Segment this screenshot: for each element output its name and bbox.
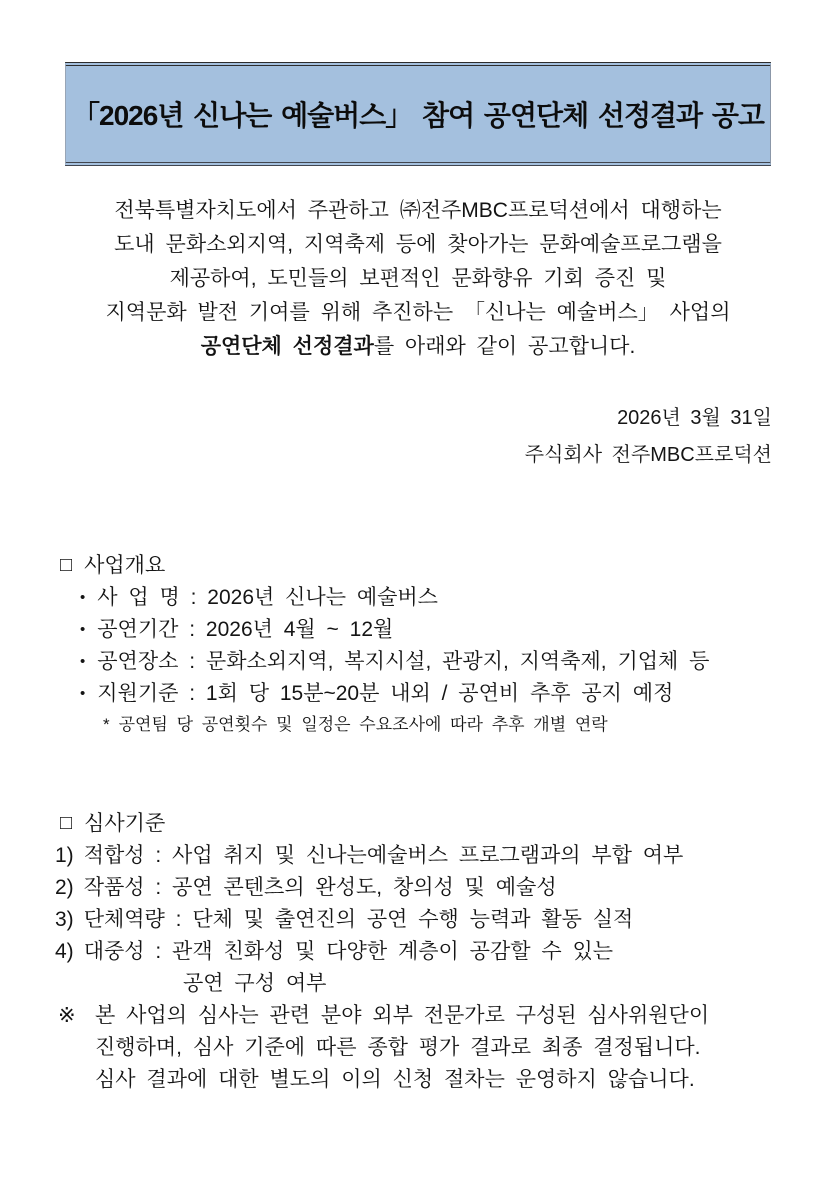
section-criteria bbox=[0, 808, 835, 1096]
overview-item-text: 공연기간 : 2026년 4월 ~ 12월 bbox=[97, 618, 394, 641]
bullet-icon: • bbox=[80, 589, 86, 606]
item-number: 3) bbox=[55, 908, 74, 931]
footnote-line: 본 사업의 심사는 관련 분야 외부 전문가로 구성된 심사위원단이 bbox=[95, 1004, 710, 1027]
overview-item-project-name bbox=[60, 582, 835, 614]
overview-item-text: 지원기준 : 1회 당 15분~20분 내외 / 공연비 추후 공지 예정 bbox=[97, 682, 674, 705]
reference-mark-icon: ※ bbox=[58, 1004, 76, 1027]
intro-line: 전북특별자치도에서 주관하고 ㈜전주MBC프로덕션에서 대행하는 bbox=[114, 199, 722, 222]
square-marker-icon: □ bbox=[60, 554, 73, 576]
overview-item-venue bbox=[60, 646, 835, 678]
square-marker-icon: □ bbox=[60, 812, 73, 834]
criteria-title-label: 심사기준 bbox=[84, 812, 166, 835]
asterisk-icon: * bbox=[103, 715, 110, 734]
criteria-item-text: 작품성 : 공연 콘텐츠의 완성도, 창의성 및 예술성 bbox=[83, 876, 557, 899]
intro-line: 도내 문화소외지역, 지역축제 등에 찾아가는 문화예술프로그램을 bbox=[114, 233, 722, 256]
title-banner bbox=[65, 62, 771, 166]
overview-item-support bbox=[60, 678, 835, 710]
criteria-item-4 bbox=[0, 936, 835, 968]
criteria-section-title bbox=[0, 808, 835, 840]
footnote-line: 진행하며, 심사 기준에 따른 종합 평가 결과로 최종 결정됩니다. bbox=[95, 1036, 701, 1059]
item-number: 2) bbox=[55, 876, 74, 899]
organization-name: 주식회사 전주MBC프로덕션 bbox=[524, 444, 772, 466]
intro-rest-text: 를 아래와 같이 공고합니다. bbox=[373, 335, 636, 358]
bullet-icon: • bbox=[80, 653, 86, 670]
item-number: 1) bbox=[55, 844, 74, 867]
intro-paragraph bbox=[65, 194, 771, 364]
intro-bold-text: 공연단체 선정결과 bbox=[200, 335, 374, 358]
overview-note bbox=[60, 710, 835, 740]
overview-item-text: 공연장소 : 문화소외지역, 복지시설, 관광지, 지역축제, 기업체 등 bbox=[97, 650, 710, 673]
intro-line: 제공하여, 도민들의 보편적인 문화향유 기회 증진 및 bbox=[169, 267, 667, 290]
section-overview bbox=[0, 550, 835, 740]
criteria-item-text: 적합성 : 사업 취지 및 신나는예술버스 프로그램과의 부합 여부 bbox=[83, 844, 684, 867]
overview-section-title bbox=[60, 550, 835, 582]
overview-title-label: 사업개요 bbox=[84, 554, 166, 577]
page-title: 「2026년 신나는 예술버스」 참여 공연단체 선정결과 공고 bbox=[72, 100, 764, 131]
intro-line: 지역문화 발전 기여를 위해 추진하는 「신나는 예술버스」 사업의 bbox=[105, 301, 731, 324]
criteria-item-text: 단체역량 : 단체 및 출연진의 공연 수행 능력과 활동 실적 bbox=[83, 908, 634, 931]
date-block bbox=[0, 400, 772, 474]
criteria-item-3 bbox=[0, 904, 835, 936]
item-number: 4) bbox=[55, 940, 74, 963]
footnote-line: 심사 결과에 대한 별도의 이의 신청 절차는 운영하지 않습니다. bbox=[95, 1068, 695, 1091]
criteria-footnote bbox=[0, 1000, 835, 1096]
intro-line-last bbox=[65, 330, 771, 364]
bullet-icon: • bbox=[80, 621, 86, 638]
criteria-item-1 bbox=[0, 840, 835, 872]
bullet-icon: • bbox=[80, 685, 86, 702]
announcement-date: 2026년 3월 31일 bbox=[617, 407, 772, 429]
overview-item-text: 사 업 명 : 2026년 신나는 예술버스 bbox=[97, 586, 438, 609]
criteria-item-2 bbox=[0, 872, 835, 904]
criteria-item-4-continuation: 공연 구성 여부 bbox=[183, 972, 327, 995]
overview-note-text: 공연팀 당 공연횟수 및 일정은 수요조사에 따라 추후 개별 연락 bbox=[118, 715, 608, 734]
overview-item-period bbox=[60, 614, 835, 646]
criteria-item-text: 대중성 : 관객 친화성 및 다양한 계층이 공감할 수 있는 bbox=[83, 940, 614, 963]
